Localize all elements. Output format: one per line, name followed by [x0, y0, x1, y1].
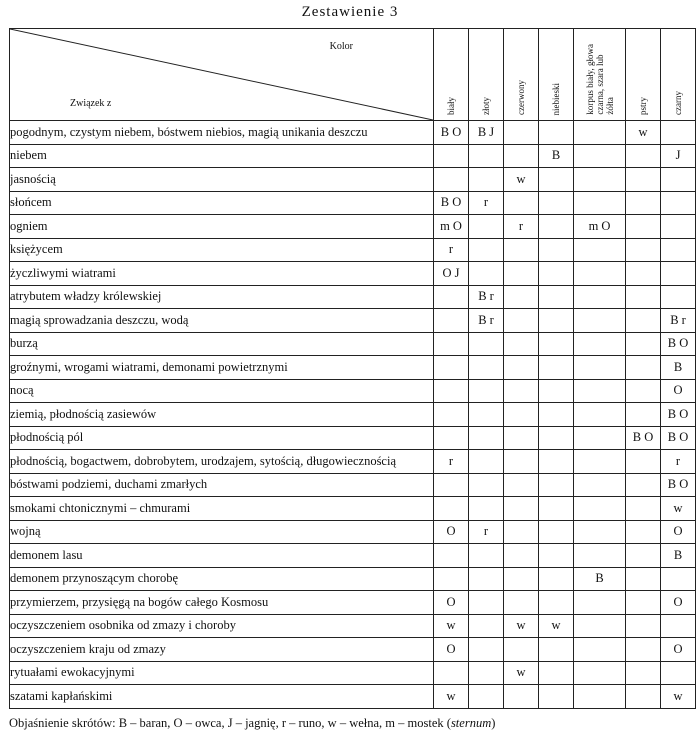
table-cell	[434, 426, 469, 450]
table-row	[10, 591, 696, 615]
table-cell: w	[626, 121, 661, 145]
table-cell	[626, 591, 661, 615]
table-cell	[539, 426, 574, 450]
table-cell	[661, 168, 696, 192]
table-cell: B O	[661, 426, 696, 450]
table-cell	[626, 238, 661, 262]
table-row	[10, 614, 696, 638]
table-cell	[434, 379, 469, 403]
row-label: burzą	[10, 332, 434, 356]
table-cell: B O	[434, 121, 469, 145]
table-cell: O	[434, 638, 469, 662]
table-title: Zestawienie 3	[301, 4, 399, 20]
table-row	[10, 685, 696, 709]
table-cell	[626, 215, 661, 239]
row-label: nocą	[10, 379, 434, 403]
table-cell	[504, 544, 539, 568]
row-label: życzliwymi wiatrami	[10, 262, 434, 286]
table-row	[10, 638, 696, 662]
table-row	[10, 262, 696, 286]
row-label: płodnością, bogactwem, dobrobytem, urodzajem, sytością, długowiecznością	[10, 450, 434, 474]
table-cell	[469, 332, 504, 356]
table-cell	[626, 685, 661, 709]
table-cell: r	[434, 450, 469, 474]
table-cell	[469, 450, 504, 474]
table-cell	[469, 238, 504, 262]
table-cell	[539, 309, 574, 333]
table-row	[10, 450, 696, 474]
table-cell	[434, 567, 469, 591]
table-row	[10, 567, 696, 591]
table-cell: w	[661, 685, 696, 709]
column-header-zloty: złoty	[469, 29, 504, 121]
table-cell	[504, 356, 539, 380]
table-cell	[626, 473, 661, 497]
table-cell	[574, 168, 626, 192]
table-cell: B	[574, 567, 626, 591]
table-cell	[504, 685, 539, 709]
table-row	[10, 520, 696, 544]
table-cell	[626, 191, 661, 215]
table-cell: O	[434, 591, 469, 615]
table-cell	[661, 215, 696, 239]
row-label: magią sprowadzania deszczu, wodą	[10, 309, 434, 333]
table-row	[10, 379, 696, 403]
table-cell	[469, 144, 504, 168]
table-cell	[626, 497, 661, 521]
table-cell	[539, 520, 574, 544]
table-cell	[539, 473, 574, 497]
table-cell	[661, 238, 696, 262]
footnote-italic: sternum	[450, 716, 492, 730]
table-cell	[661, 614, 696, 638]
row-label: ziemią, płodnością zasiewów	[10, 403, 434, 427]
table-cell	[574, 638, 626, 662]
row-label: groźnymi, wrogami wiatrami, demonami powietrznymi	[10, 356, 434, 380]
row-label: oczyszczeniem kraju od zmazy	[10, 638, 434, 662]
table-cell	[469, 473, 504, 497]
table-cell: B r	[469, 285, 504, 309]
table-cell	[626, 450, 661, 474]
header-kolor-label: Kolor	[329, 41, 353, 52]
row-label: niebem	[10, 144, 434, 168]
table-cell	[539, 356, 574, 380]
table-cell	[434, 285, 469, 309]
table-cell: B	[661, 544, 696, 568]
table-row	[10, 426, 696, 450]
table-row	[10, 144, 696, 168]
column-header-czerwony: czerwony	[504, 29, 539, 121]
table-cell	[574, 262, 626, 286]
row-label: oczyszczeniem osobnika od zmazy i choroby	[10, 614, 434, 638]
table-cell	[504, 262, 539, 286]
row-label: wojną	[10, 520, 434, 544]
table-cell	[626, 379, 661, 403]
table-cell	[574, 685, 626, 709]
table-cell	[504, 403, 539, 427]
table-cell	[539, 403, 574, 427]
table-cell	[539, 191, 574, 215]
table-cell: w	[434, 685, 469, 709]
table-cell	[434, 544, 469, 568]
column-header-niebieski: niebieski	[539, 29, 574, 121]
footnote	[9, 716, 495, 731]
table-cell	[469, 567, 504, 591]
table-cell	[434, 661, 469, 685]
table-cell	[434, 332, 469, 356]
table-row	[10, 661, 696, 685]
table-cell	[469, 661, 504, 685]
table-cell: r	[434, 238, 469, 262]
table-cell	[626, 520, 661, 544]
table-cell	[469, 262, 504, 286]
footnote-text: Objaśnienie skrótów: B – baran, O – owca, J – jagnię, r – runo, w – wełna, m – mostek (	[9, 716, 451, 730]
table-cell: r	[469, 520, 504, 544]
table-cell	[626, 614, 661, 638]
table-cell	[539, 262, 574, 286]
table-cell	[504, 332, 539, 356]
table-cell	[469, 614, 504, 638]
table-cell	[626, 262, 661, 286]
table-cell	[469, 544, 504, 568]
table-cell	[574, 285, 626, 309]
row-label: słońcem	[10, 191, 434, 215]
table-cell	[504, 121, 539, 145]
table-cell	[504, 191, 539, 215]
table-cell: B O	[626, 426, 661, 450]
row-label: atrybutem władzy królewskiej	[10, 285, 434, 309]
table-cell	[469, 168, 504, 192]
table-cell	[661, 567, 696, 591]
row-label: demonem przynoszącym chorobę	[10, 567, 434, 591]
table-cell	[539, 121, 574, 145]
table-row	[10, 168, 696, 192]
table-cell	[574, 473, 626, 497]
table-cell	[539, 168, 574, 192]
table-cell	[539, 215, 574, 239]
table-cell	[504, 379, 539, 403]
table-cell: O	[661, 591, 696, 615]
table-cell	[626, 403, 661, 427]
table-cell	[469, 379, 504, 403]
table-cell: w	[661, 497, 696, 521]
table-cell: B O	[434, 191, 469, 215]
table-cell	[574, 426, 626, 450]
table-row	[10, 473, 696, 497]
row-label: przymierzem, przysięgą na bogów całego Kosmosu	[10, 591, 434, 615]
table-cell	[626, 285, 661, 309]
row-label: demonem lasu	[10, 544, 434, 568]
table-cell	[504, 309, 539, 333]
table-cell: B J	[469, 121, 504, 145]
table-cell	[539, 638, 574, 662]
table-cell	[539, 661, 574, 685]
table-row	[10, 215, 696, 239]
table-cell	[574, 497, 626, 521]
table-cell	[434, 403, 469, 427]
table-cell	[574, 379, 626, 403]
row-label: rytuałami ewokacyjnymi	[10, 661, 434, 685]
table-cell	[539, 238, 574, 262]
table-cell: B O	[661, 403, 696, 427]
table-cell	[469, 685, 504, 709]
table-cell: O	[434, 520, 469, 544]
table-row	[10, 238, 696, 262]
table-cell	[574, 661, 626, 685]
table-row	[10, 332, 696, 356]
table-cell	[626, 144, 661, 168]
table-cell: w	[539, 614, 574, 638]
table-row	[10, 285, 696, 309]
table-cell: r	[469, 191, 504, 215]
table-cell	[469, 215, 504, 239]
row-label: jasnością	[10, 168, 434, 192]
table-row	[10, 121, 696, 145]
table-row	[10, 356, 696, 380]
header-corner-cell	[10, 29, 434, 121]
row-label: smokami chtonicznymi – chmurami	[10, 497, 434, 521]
table-cell: O	[661, 379, 696, 403]
row-label: ogniem	[10, 215, 434, 239]
row-label: księżycem	[10, 238, 434, 262]
table-cell	[539, 450, 574, 474]
table-cell	[504, 638, 539, 662]
table-cell	[661, 191, 696, 215]
table-cell	[434, 168, 469, 192]
table-cell: O	[661, 520, 696, 544]
table-row	[10, 497, 696, 521]
table-cell	[434, 356, 469, 380]
table-cell	[574, 591, 626, 615]
table-cell	[574, 121, 626, 145]
table-cell: m O	[574, 215, 626, 239]
table-cell	[504, 591, 539, 615]
header-zwiazek-label: Związek z	[70, 98, 112, 109]
table-cell	[504, 567, 539, 591]
table-cell	[504, 473, 539, 497]
table-cell	[504, 450, 539, 474]
table-cell	[504, 238, 539, 262]
table-cell	[539, 497, 574, 521]
table-cell	[469, 403, 504, 427]
row-label: pogodnym, czystym niebem, bóstwem niebios, magią unikania deszczu	[10, 121, 434, 145]
table-row	[10, 544, 696, 568]
table-cell	[626, 309, 661, 333]
table-cell	[574, 238, 626, 262]
table-cell	[539, 591, 574, 615]
row-label: bóstwami podziemi, duchami zmarłych	[10, 473, 434, 497]
table-row	[10, 309, 696, 333]
table-cell	[469, 591, 504, 615]
table-cell: O J	[434, 262, 469, 286]
table-cell: B	[539, 144, 574, 168]
table-cell	[574, 450, 626, 474]
table-cell: B O	[661, 473, 696, 497]
table-cell	[539, 544, 574, 568]
table-cell: w	[504, 661, 539, 685]
table-cell: r	[661, 450, 696, 474]
table-cell	[574, 520, 626, 544]
table-cell	[434, 473, 469, 497]
table-cell: B O	[661, 332, 696, 356]
table-row	[10, 403, 696, 427]
table-cell	[434, 144, 469, 168]
table-cell	[539, 332, 574, 356]
table-cell: w	[504, 168, 539, 192]
table-cell: w	[504, 614, 539, 638]
table-row	[10, 191, 696, 215]
table-cell: w	[434, 614, 469, 638]
column-header-pstry: pstry	[626, 29, 661, 121]
table-cell	[539, 285, 574, 309]
table-cell	[626, 567, 661, 591]
table-cell	[626, 638, 661, 662]
table-cell	[574, 356, 626, 380]
table-cell	[469, 638, 504, 662]
table-cell	[504, 285, 539, 309]
column-header-korpus-bialy: korpus biały, głowa czarna, szara lub żółta	[574, 29, 626, 121]
table-cell	[504, 144, 539, 168]
table-cell: O	[661, 638, 696, 662]
table-cell: m O	[434, 215, 469, 239]
table-cell	[469, 426, 504, 450]
color-association-table	[9, 28, 696, 709]
table-cell: J	[661, 144, 696, 168]
table-cell	[574, 614, 626, 638]
column-header-bialy: biały	[434, 29, 469, 121]
footnote-close: )	[491, 716, 496, 730]
column-header-czarny: czarny	[661, 29, 696, 121]
table-cell	[574, 309, 626, 333]
table-cell	[434, 309, 469, 333]
table-cell	[626, 168, 661, 192]
table-cell	[574, 403, 626, 427]
table-cell: r	[504, 215, 539, 239]
table-cell	[504, 520, 539, 544]
table-cell	[626, 661, 661, 685]
table-cell	[626, 332, 661, 356]
table-cell	[661, 262, 696, 286]
table-cell	[539, 567, 574, 591]
row-label: szatami kapłańskimi	[10, 685, 434, 709]
table-cell	[574, 191, 626, 215]
table-cell: B r	[661, 309, 696, 333]
table-cell	[661, 661, 696, 685]
table-cell	[661, 121, 696, 145]
table-cell	[574, 144, 626, 168]
row-label: płodnością pól	[10, 426, 434, 450]
table-cell	[661, 285, 696, 309]
header-row	[10, 29, 696, 121]
table-cell	[574, 332, 626, 356]
table-cell	[504, 426, 539, 450]
table-cell	[469, 356, 504, 380]
table-cell	[504, 497, 539, 521]
table-cell	[626, 544, 661, 568]
table-cell	[539, 379, 574, 403]
table-cell	[539, 685, 574, 709]
table-cell	[434, 497, 469, 521]
table-cell	[574, 544, 626, 568]
table-body	[10, 121, 696, 709]
table-cell: B	[661, 356, 696, 380]
table-cell	[626, 356, 661, 380]
table-cell: B r	[469, 309, 504, 333]
table-cell	[469, 497, 504, 521]
